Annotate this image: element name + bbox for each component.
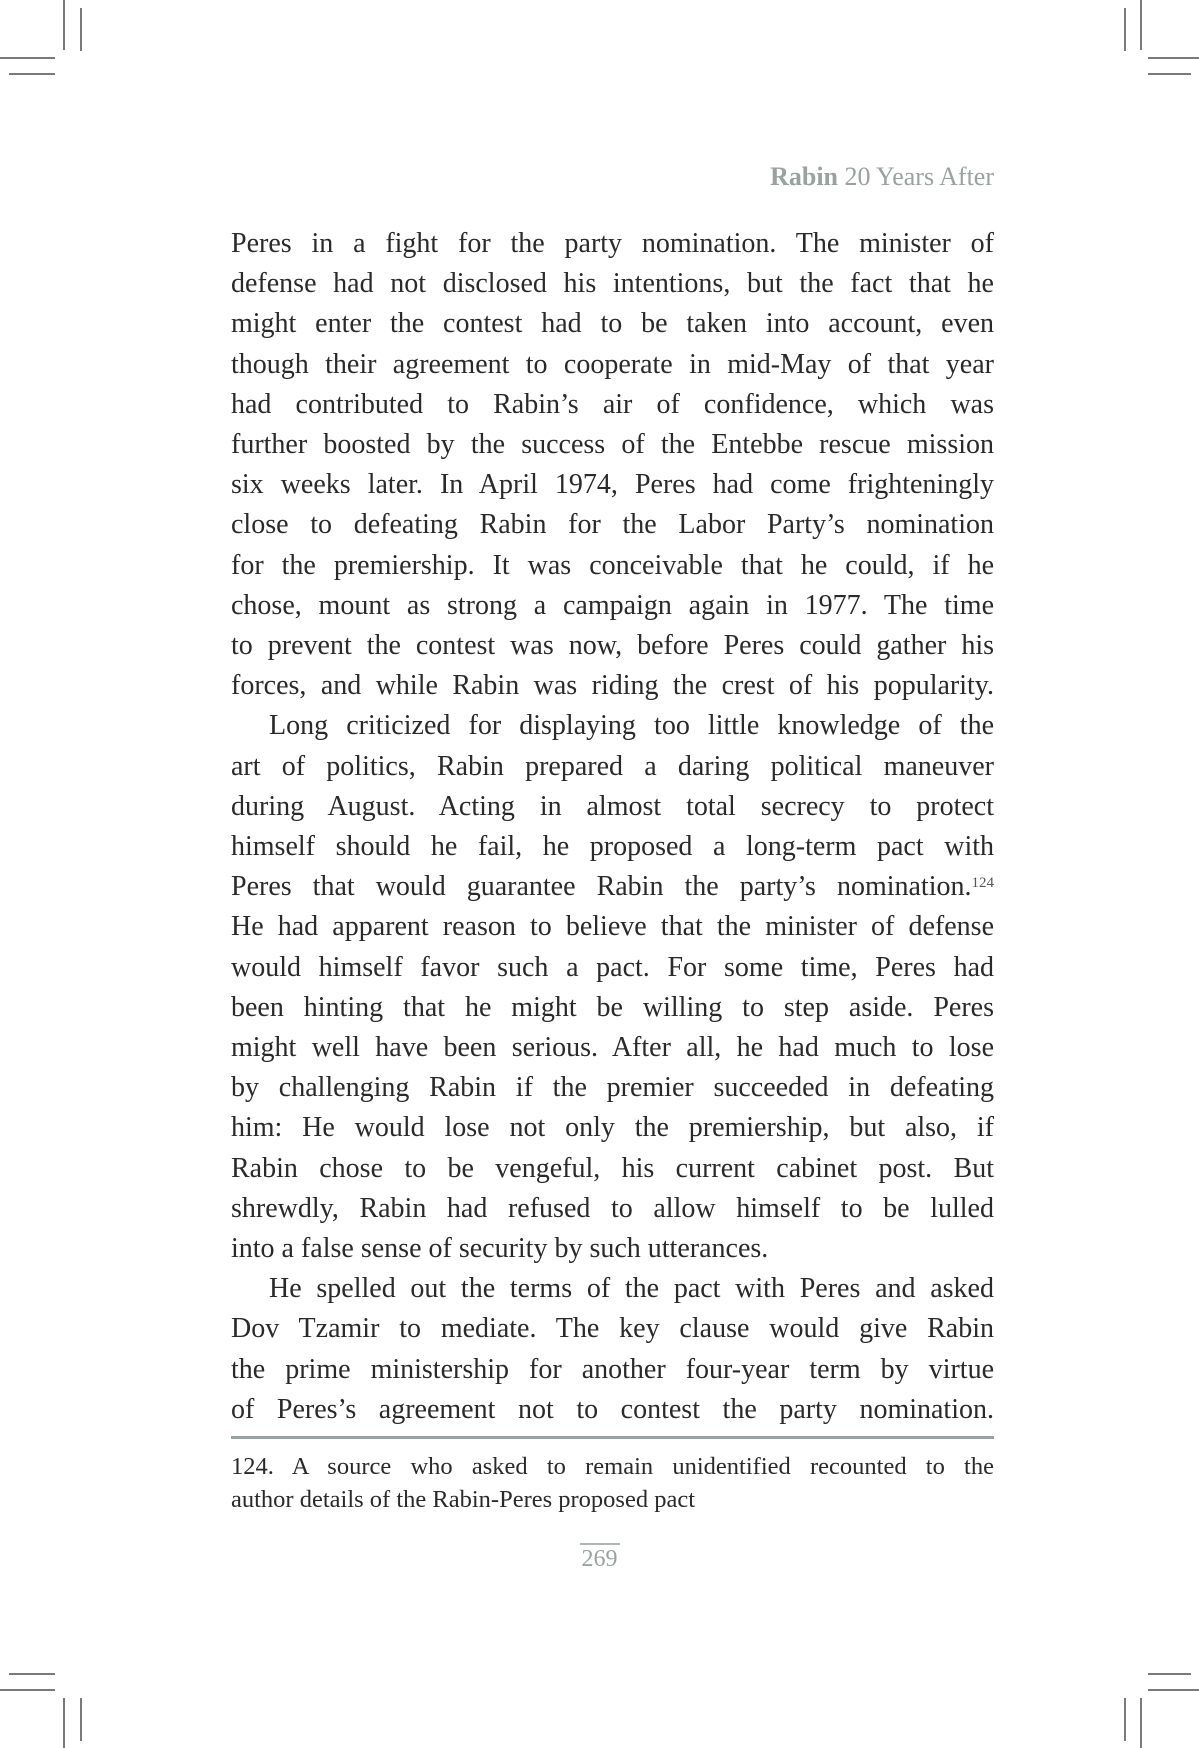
text-line: himself should he fail, he proposed a long-term pact with	[231, 831, 994, 863]
crop-mark-tr-v2	[1140, 0, 1142, 50]
text-line: six weeks later. In April 1974, Peres had come frighteningly	[231, 469, 994, 501]
crop-mark-tl-h1	[0, 57, 55, 59]
crop-mark-br-h2	[1148, 1689, 1199, 1691]
running-header-rest: 20 Years After	[838, 162, 994, 191]
page-number	[0, 1543, 1199, 1573]
crop-mark-tl-h2	[9, 73, 55, 75]
text-line: into a false sense of security by such utterances.	[231, 1233, 769, 1265]
text-line: him: He would lose not only the premiership, but also, if	[231, 1112, 994, 1144]
footnote-line: 124. A source who asked to remain unidentified recounted to the	[231, 1453, 994, 1480]
text-line: Long criticized for displaying too little knowledge of the	[269, 710, 994, 742]
text-line: to prevent the contest was now, before Peres could gather his	[231, 630, 994, 662]
text-line: shrewdly, Rabin had refused to allow himself to be lulled	[231, 1192, 994, 1224]
running-header-bold: Rabin	[770, 162, 838, 191]
text-line: been hinting that he might be willing to step aside. Peres	[231, 991, 994, 1023]
crop-mark-bl-v1	[63, 1698, 65, 1748]
text-line: close to defeating Rabin for the Labor Party’s nomination	[231, 509, 994, 541]
crop-mark-br-h1	[1148, 1673, 1191, 1675]
text-line: might enter the contest had to be taken into account, even	[231, 308, 994, 340]
crop-mark-tl-v2	[80, 8, 82, 51]
crop-mark-tr-h1	[1148, 57, 1199, 59]
crop-mark-bl-h1	[9, 1673, 55, 1675]
text-line: Dov Tzamir to mediate. The key clause would give Rabin	[231, 1313, 994, 1345]
text-line-with-footnote	[231, 867, 994, 907]
crop-mark-br-v1	[1124, 1698, 1126, 1741]
text-line: the prime ministership for another four-year term by virtue	[231, 1353, 994, 1385]
text-line: during August. Acting in almost total secrecy to protect	[231, 790, 994, 822]
crop-mark-br-v2	[1140, 1698, 1142, 1748]
crop-mark-tr-h2	[1148, 73, 1191, 75]
text-line: of Peres’s agreement not to contest the party nomination.	[231, 1393, 994, 1425]
crop-mark-bl-h2	[0, 1689, 55, 1691]
page-number-text: 269	[580, 1543, 620, 1573]
text-line: Rabin chose to be vengeful, his current cabinet post. But	[231, 1152, 994, 1184]
text-line: chose, mount as strong a campaign again in 1977. The time	[231, 589, 994, 621]
footnote-separator	[231, 1436, 994, 1439]
text-line: by challenging Rabin if the premier succeeded in defeating	[231, 1072, 994, 1104]
paragraph-1	[231, 224, 994, 706]
text-line: had contributed to Rabin’s air of confidence, which was	[231, 388, 994, 420]
text-line: forces, and while Rabin was riding the crest of his popularity.	[231, 670, 994, 702]
crop-mark-tr-v1	[1124, 8, 1126, 51]
footnote-line: author details of the Rabin-Peres proposed pact	[231, 1486, 696, 1513]
running-header	[770, 162, 994, 192]
text-line: Peres that would guarantee Rabin the party’s nomination.	[231, 871, 972, 903]
body-text	[231, 224, 994, 1430]
footnote-124	[231, 1450, 994, 1516]
text-line: Peres in a fight for the party nomination. The minister of	[231, 228, 994, 259]
text-line: defense had not disclosed his intentions, but the fact that he	[231, 268, 994, 300]
text-line: He had apparent reason to believe that the minister of defense	[231, 911, 994, 943]
text-line: though their agreement to cooperate in mid-May of that year	[231, 348, 994, 380]
text-line: further boosted by the success of the Entebbe rescue mission	[231, 429, 994, 461]
paragraph-3	[231, 1269, 994, 1430]
crop-mark-bl-v2	[80, 1698, 82, 1741]
text-line: might well have been serious. After all, he had much to lose	[231, 1032, 994, 1064]
crop-mark-tl-v1	[63, 0, 65, 50]
text-line: would himself favor such a pact. For some time, Peres had	[231, 951, 994, 983]
text-line: He spelled out the terms of the pact with Peres and asked	[269, 1273, 994, 1305]
paragraph-2	[231, 706, 994, 1269]
footnote-ref-124[interactable]: 124	[971, 875, 994, 892]
text-line: for the premiership. It was conceivable that he could, if he	[231, 549, 994, 581]
text-line: art of politics, Rabin prepared a daring political maneuver	[231, 750, 994, 782]
